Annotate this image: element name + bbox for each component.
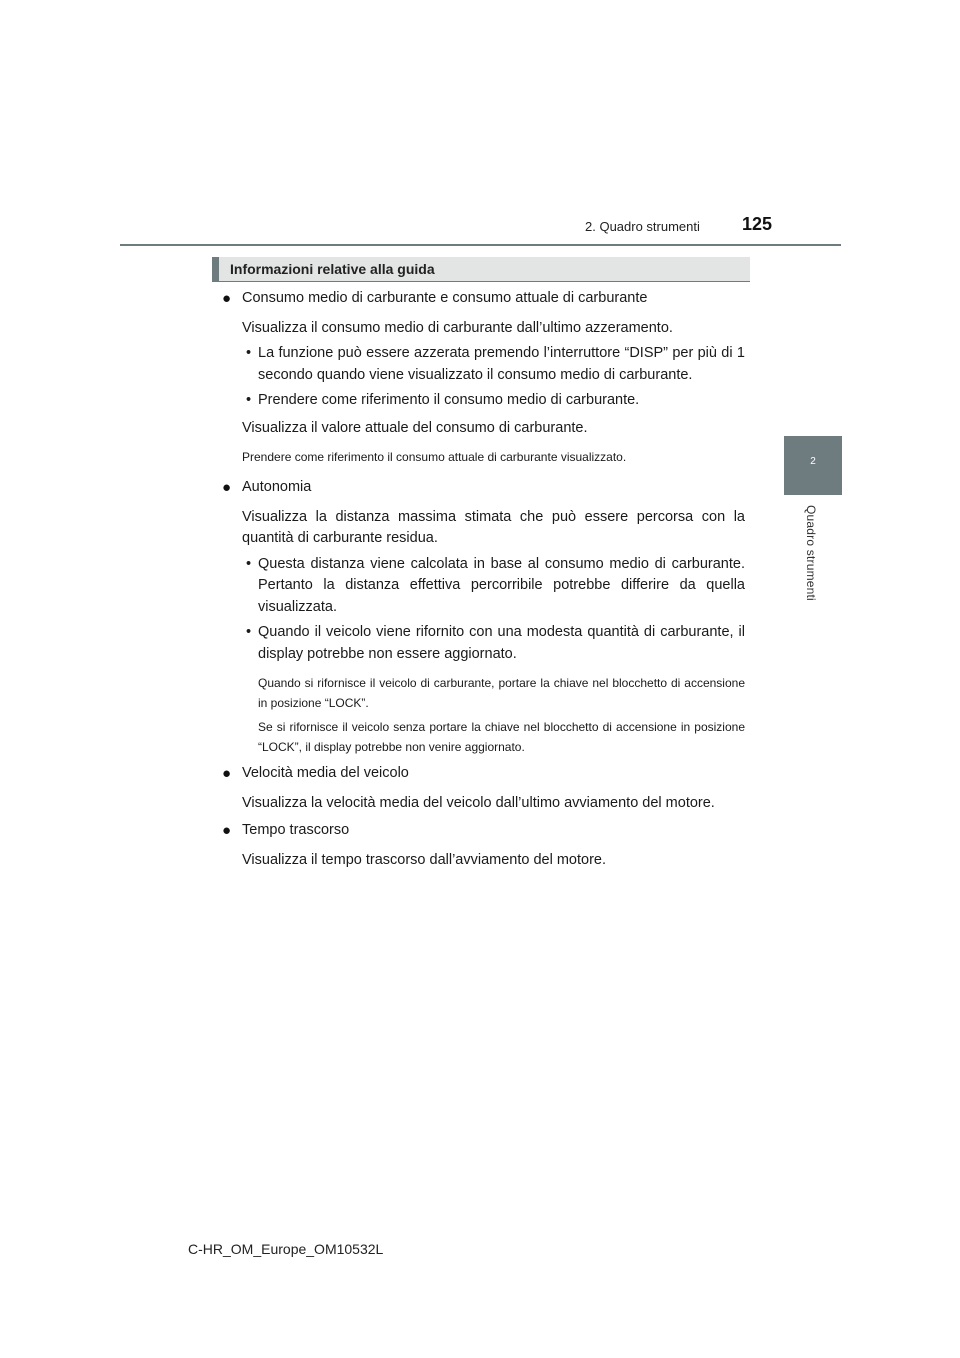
bullet-marker: ● (222, 822, 232, 839)
sub-bullet (222, 622, 745, 665)
section-title: Informazioni relative alla guida (230, 261, 435, 277)
chapter-label: Quadro strumenti (804, 505, 818, 601)
sub-bullet (222, 390, 745, 412)
item-heading (222, 288, 745, 310)
item-text: Visualizza la distanza massima stimata che può essere percorsa con la quantità di carburante residua. (242, 508, 745, 546)
header-rule (120, 244, 841, 246)
sub-bullet (222, 343, 745, 386)
sub-bullet-marker: • (246, 624, 252, 640)
bullet-marker: ● (222, 765, 232, 782)
page-number: 125 (742, 214, 773, 234)
item-title: Velocità media del veicolo (242, 765, 409, 781)
sub-bullet-marker: • (246, 392, 252, 408)
sub-bullet (222, 554, 745, 619)
footer-doc-id: C-HR_OM_Europe_OM10532L (188, 1241, 384, 1257)
chapter-tab (784, 436, 842, 495)
running-header-section: 2. Quadro strumenti (585, 219, 700, 234)
item-note: Se si rifornisce il veicolo senza portare la chiave nel blocchetto di accensione in posizione “LOCK”, il display potrebbe non venire aggiornato. (258, 720, 745, 754)
item-text: Visualizza il consumo medio di carburante dall’ultimo azzeramento. (242, 319, 673, 336)
sub-bullet-marker: • (246, 555, 252, 572)
content (222, 288, 745, 875)
chapter-number: 2 (810, 456, 816, 467)
item-text: Visualizza il valore attuale del consumo di carburante. (242, 419, 588, 436)
item-text: Visualizza il tempo trascorso dall’avviamento del motore. (242, 851, 607, 868)
item-heading (222, 477, 745, 499)
item-heading (222, 763, 745, 785)
bullet-marker: ● (222, 290, 232, 307)
sub-bullet-text: Questa distanza viene calcolata in base al consumo medio di carburante. Pertanto la distanza effettiva percorribile potrebbe differire da quella visualizzata. (258, 555, 745, 615)
item-title: Autonomia (242, 479, 312, 495)
item-title: Consumo medio di carburante e consumo attuale di carburante (242, 290, 648, 306)
sub-bullet-text: Quando il veicolo viene rifornito con una modesta quantità di carburante, il display potrebbe non essere aggiornato. (258, 624, 745, 662)
item-heading (222, 820, 745, 842)
bullet-marker: ● (222, 479, 232, 496)
sub-bullet-marker: • (246, 345, 252, 361)
section-header (212, 257, 750, 282)
item-note: Prendere come riferimento il consumo attuale di carburante visualizzato. (242, 450, 627, 464)
item-title: Tempo trascorso (242, 822, 350, 838)
item-text: Visualizza la velocità media del veicolo dall’ultimo avviamento del motore. (242, 794, 715, 811)
sub-bullet-text: Prendere come riferimento il consumo medio di carburante. (258, 392, 640, 408)
item-note: Quando si rifornisce il veicolo di carburante, portare la chiave nel blocchetto di accensione in posizione “LOCK”. (258, 676, 745, 710)
sub-bullet-text: La funzione può essere azzerata premendo l’interruttore “DISP” per più di 1 secondo quando viene visualizzato il consumo medio di carburante. (258, 345, 745, 383)
